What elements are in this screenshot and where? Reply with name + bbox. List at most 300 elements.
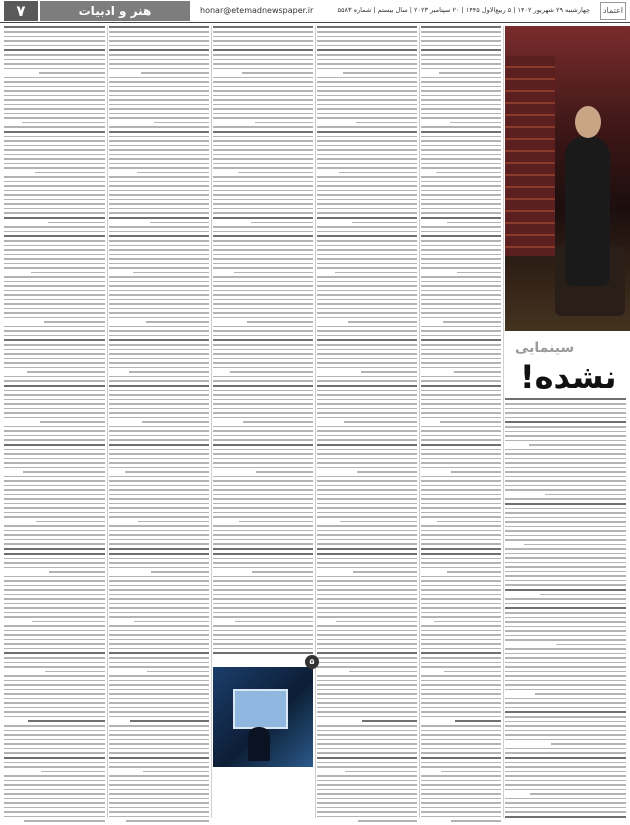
text-line bbox=[421, 335, 501, 337]
text-line bbox=[247, 321, 313, 323]
column-text bbox=[4, 26, 105, 825]
text-line bbox=[133, 272, 209, 274]
text-line bbox=[4, 675, 105, 677]
text-line bbox=[4, 203, 105, 205]
text-line bbox=[317, 303, 417, 305]
text-line bbox=[109, 798, 209, 800]
text-line bbox=[213, 31, 313, 33]
text-line bbox=[4, 353, 105, 355]
text-line bbox=[505, 612, 626, 614]
text-line bbox=[109, 26, 209, 28]
text-line bbox=[213, 367, 313, 369]
text-line bbox=[4, 494, 105, 496]
text-line bbox=[421, 512, 501, 514]
text-line bbox=[4, 562, 105, 564]
text-line bbox=[421, 208, 501, 210]
text-line bbox=[213, 149, 313, 151]
text-line bbox=[421, 775, 501, 777]
text-line bbox=[505, 784, 626, 786]
text-line bbox=[317, 254, 417, 256]
text-line bbox=[252, 571, 313, 573]
text-line bbox=[4, 476, 105, 478]
text-line bbox=[4, 63, 105, 65]
text-line bbox=[213, 507, 313, 509]
text-line bbox=[213, 539, 313, 541]
text-line bbox=[505, 471, 626, 473]
text-line bbox=[4, 390, 105, 392]
text-line bbox=[317, 285, 417, 287]
text-line bbox=[317, 240, 417, 242]
text-line bbox=[421, 766, 501, 768]
text-line bbox=[4, 725, 105, 727]
text-line bbox=[317, 684, 417, 686]
text-line bbox=[317, 662, 417, 664]
text-line bbox=[4, 394, 105, 396]
text-line bbox=[4, 798, 105, 800]
text-line bbox=[143, 771, 209, 773]
text-line bbox=[4, 108, 105, 110]
text-line bbox=[109, 203, 209, 205]
text-line bbox=[317, 793, 417, 795]
text-line bbox=[4, 462, 105, 464]
text-line bbox=[213, 303, 313, 305]
text-line bbox=[109, 693, 209, 695]
text-line bbox=[421, 226, 501, 228]
text-line bbox=[109, 476, 209, 478]
text-line bbox=[213, 358, 313, 360]
text-line bbox=[4, 680, 105, 682]
text-line bbox=[421, 167, 501, 169]
text-line bbox=[317, 449, 417, 451]
text-line bbox=[32, 621, 105, 623]
text-line bbox=[317, 625, 417, 627]
text-line bbox=[505, 462, 626, 464]
text-line bbox=[505, 671, 626, 673]
text-line bbox=[109, 281, 209, 283]
text-line bbox=[505, 398, 626, 400]
text-line bbox=[256, 471, 313, 473]
text-line bbox=[339, 172, 417, 174]
text-line bbox=[213, 585, 313, 587]
text-line bbox=[317, 145, 417, 147]
text-line bbox=[505, 508, 626, 510]
text-line bbox=[505, 517, 626, 519]
text-line bbox=[441, 771, 501, 773]
text-line bbox=[4, 739, 105, 741]
text-line bbox=[4, 267, 105, 269]
text-line bbox=[421, 693, 501, 695]
text-line bbox=[4, 104, 105, 106]
text-line bbox=[213, 40, 313, 42]
text-line bbox=[213, 399, 313, 401]
text-line bbox=[4, 312, 105, 314]
text-line bbox=[109, 36, 209, 38]
text-line bbox=[4, 376, 105, 378]
text-line bbox=[421, 176, 501, 178]
text-line bbox=[440, 421, 501, 423]
text-line bbox=[421, 725, 501, 727]
text-line bbox=[213, 530, 313, 532]
text-line bbox=[421, 730, 501, 732]
text-line bbox=[421, 231, 501, 233]
text-line bbox=[505, 698, 626, 700]
text-line bbox=[213, 612, 313, 614]
text-line bbox=[317, 607, 417, 609]
text-line bbox=[317, 99, 417, 101]
text-line bbox=[317, 489, 417, 491]
text-line bbox=[109, 258, 209, 260]
text-line bbox=[421, 648, 501, 650]
text-line bbox=[4, 68, 105, 70]
text-line bbox=[109, 530, 209, 532]
text-line bbox=[421, 784, 501, 786]
text-line bbox=[421, 190, 501, 192]
text-line bbox=[4, 231, 105, 233]
text-line bbox=[421, 362, 501, 364]
text-line bbox=[4, 380, 105, 382]
text-line bbox=[28, 720, 105, 722]
text-line bbox=[4, 49, 105, 51]
text-line bbox=[213, 26, 313, 28]
text-line bbox=[4, 339, 105, 341]
text-line bbox=[109, 326, 209, 328]
text-line bbox=[421, 95, 501, 97]
text-line bbox=[109, 711, 209, 713]
text-line bbox=[213, 453, 313, 455]
text-line bbox=[421, 698, 501, 700]
text-line bbox=[505, 575, 626, 577]
text-line bbox=[213, 203, 313, 205]
text-line bbox=[505, 435, 626, 437]
text-line bbox=[317, 45, 417, 47]
text-line bbox=[213, 136, 313, 138]
text-line bbox=[4, 639, 105, 641]
text-line bbox=[4, 766, 105, 768]
text-line bbox=[22, 122, 105, 124]
text-line bbox=[421, 113, 501, 115]
text-line bbox=[109, 358, 209, 360]
text-line bbox=[317, 616, 417, 618]
text-line bbox=[317, 81, 417, 83]
text-line bbox=[421, 435, 501, 437]
text-line bbox=[109, 743, 209, 745]
text-line bbox=[109, 498, 209, 500]
text-line bbox=[455, 720, 501, 722]
bookshelf-shape bbox=[505, 56, 555, 256]
text-line bbox=[4, 811, 105, 813]
text-line bbox=[421, 534, 501, 536]
text-line bbox=[421, 117, 501, 119]
text-line bbox=[109, 775, 209, 777]
text-line bbox=[4, 308, 105, 310]
text-line bbox=[154, 122, 209, 124]
text-line bbox=[109, 752, 209, 754]
text-line bbox=[213, 86, 313, 88]
inline-photo bbox=[213, 667, 313, 767]
text-line bbox=[535, 693, 626, 695]
newspaper-logo: اعتماد bbox=[600, 2, 626, 20]
text-line bbox=[421, 285, 501, 287]
text-line bbox=[317, 558, 417, 560]
text-line bbox=[213, 462, 313, 464]
text-line bbox=[4, 512, 105, 514]
text-line bbox=[4, 548, 105, 550]
text-line bbox=[317, 543, 417, 545]
text-line bbox=[505, 716, 626, 718]
text-line bbox=[421, 263, 501, 265]
text-line bbox=[529, 444, 626, 446]
text-line bbox=[317, 476, 417, 478]
text-line bbox=[109, 49, 209, 51]
text-line bbox=[4, 816, 105, 818]
text-line bbox=[317, 485, 417, 487]
text-line bbox=[505, 639, 626, 641]
text-line bbox=[4, 117, 105, 119]
text-line bbox=[48, 222, 105, 224]
text-line bbox=[242, 72, 313, 74]
text-line bbox=[317, 249, 417, 251]
text-line bbox=[4, 648, 105, 650]
text-line bbox=[317, 63, 417, 65]
text-line bbox=[251, 222, 313, 224]
text-line bbox=[317, 68, 417, 70]
text-line bbox=[421, 317, 501, 319]
text-line bbox=[109, 525, 209, 527]
column-text bbox=[505, 398, 626, 821]
text-line bbox=[505, 489, 626, 491]
text-line bbox=[109, 376, 209, 378]
text-line bbox=[4, 757, 105, 759]
text-line bbox=[109, 344, 209, 346]
text-line bbox=[505, 630, 626, 632]
text-line bbox=[505, 485, 626, 487]
text-line bbox=[4, 408, 105, 410]
text-line bbox=[421, 689, 501, 691]
text-line bbox=[109, 702, 209, 704]
text-line bbox=[444, 671, 501, 673]
text-line bbox=[421, 707, 501, 709]
text-line bbox=[4, 344, 105, 346]
text-line bbox=[421, 807, 501, 809]
text-line bbox=[109, 99, 209, 101]
text-line bbox=[235, 621, 313, 623]
text-line bbox=[137, 172, 209, 174]
text-line bbox=[4, 657, 105, 659]
text-line bbox=[39, 72, 105, 74]
text-line bbox=[317, 176, 417, 178]
text-line bbox=[505, 766, 626, 768]
text-line bbox=[4, 59, 105, 61]
text-line bbox=[213, 476, 313, 478]
text-line bbox=[109, 580, 209, 582]
text-line bbox=[4, 498, 105, 500]
text-line bbox=[421, 567, 501, 569]
text-line bbox=[213, 412, 313, 414]
text-line bbox=[317, 762, 417, 764]
text-line bbox=[4, 258, 105, 260]
text-line bbox=[505, 798, 626, 800]
text-line bbox=[421, 126, 501, 128]
text-line bbox=[109, 385, 209, 387]
text-line bbox=[505, 526, 626, 528]
text-line bbox=[31, 272, 105, 274]
text-line bbox=[357, 471, 417, 473]
text-line bbox=[530, 793, 626, 795]
text-column-2 bbox=[109, 26, 209, 818]
text-line bbox=[213, 63, 313, 65]
text-line bbox=[4, 693, 105, 695]
text-line bbox=[317, 680, 417, 682]
text-line bbox=[213, 36, 313, 38]
text-line bbox=[109, 303, 209, 305]
text-line bbox=[421, 385, 501, 387]
text-line bbox=[505, 662, 626, 664]
text-line bbox=[213, 503, 313, 505]
text-line bbox=[421, 31, 501, 33]
text-line bbox=[4, 317, 105, 319]
text-line bbox=[421, 339, 501, 341]
text-line bbox=[4, 199, 105, 201]
text-line bbox=[213, 562, 313, 564]
text-line bbox=[213, 231, 313, 233]
text-line bbox=[213, 494, 313, 496]
page-header bbox=[0, 0, 630, 22]
text-line bbox=[353, 571, 417, 573]
text-line bbox=[421, 458, 501, 460]
text-line bbox=[109, 190, 209, 192]
text-line bbox=[213, 49, 313, 51]
text-line bbox=[213, 254, 313, 256]
text-line bbox=[109, 267, 209, 269]
text-line bbox=[109, 793, 209, 795]
text-line bbox=[213, 339, 313, 341]
text-line bbox=[109, 467, 209, 469]
text-line bbox=[109, 730, 209, 732]
text-line bbox=[4, 163, 105, 165]
text-line bbox=[317, 126, 417, 128]
text-line bbox=[109, 149, 209, 151]
text-line bbox=[317, 403, 417, 405]
text-line bbox=[4, 662, 105, 664]
text-line bbox=[213, 607, 313, 609]
text-line bbox=[317, 185, 417, 187]
text-line bbox=[421, 798, 501, 800]
text-line bbox=[317, 394, 417, 396]
text-line bbox=[505, 458, 626, 460]
text-line bbox=[505, 421, 626, 423]
text-line bbox=[213, 145, 313, 147]
text-line bbox=[213, 516, 313, 518]
text-line bbox=[317, 494, 417, 496]
text-line bbox=[317, 330, 417, 332]
text-line bbox=[109, 408, 209, 410]
text-line bbox=[4, 607, 105, 609]
text-line bbox=[447, 222, 501, 224]
text-line bbox=[109, 285, 209, 287]
text-line bbox=[213, 625, 313, 627]
text-line bbox=[505, 598, 626, 600]
text-line bbox=[317, 59, 417, 61]
text-line bbox=[109, 290, 209, 292]
text-line bbox=[421, 303, 501, 305]
article-kicker: سینمایی bbox=[515, 340, 575, 356]
text-line bbox=[109, 630, 209, 632]
text-line bbox=[109, 380, 209, 382]
text-line bbox=[213, 489, 313, 491]
text-line bbox=[109, 816, 209, 818]
text-line bbox=[505, 440, 626, 442]
text-line bbox=[4, 534, 105, 536]
text-line bbox=[434, 621, 501, 623]
text-line bbox=[109, 339, 209, 341]
text-line bbox=[317, 335, 417, 337]
text-line bbox=[4, 503, 105, 505]
text-line bbox=[213, 458, 313, 460]
text-line bbox=[213, 576, 313, 578]
text-line bbox=[421, 743, 501, 745]
text-line bbox=[4, 40, 105, 42]
text-line bbox=[317, 380, 417, 382]
text-line bbox=[213, 90, 313, 92]
text-line bbox=[421, 199, 501, 201]
text-line bbox=[4, 303, 105, 305]
text-line bbox=[4, 299, 105, 301]
text-line bbox=[213, 249, 313, 251]
text-line bbox=[4, 516, 105, 518]
text-line bbox=[109, 185, 209, 187]
text-line bbox=[4, 752, 105, 754]
text-line bbox=[317, 308, 417, 310]
text-line bbox=[109, 553, 209, 555]
text-line bbox=[551, 743, 626, 745]
text-line bbox=[317, 208, 417, 210]
text-line bbox=[317, 757, 417, 759]
text-line bbox=[317, 149, 417, 151]
text-line bbox=[317, 567, 417, 569]
text-line bbox=[317, 245, 417, 247]
text-line bbox=[213, 652, 313, 654]
text-line bbox=[505, 557, 626, 559]
text-line bbox=[4, 449, 105, 451]
text-line bbox=[109, 707, 209, 709]
text-line bbox=[109, 163, 209, 165]
text-line bbox=[421, 240, 501, 242]
text-line bbox=[213, 534, 313, 536]
text-line bbox=[213, 245, 313, 247]
text-line bbox=[317, 231, 417, 233]
text-line bbox=[317, 203, 417, 205]
text-line bbox=[4, 113, 105, 115]
text-line bbox=[317, 816, 417, 818]
text-line bbox=[4, 444, 105, 446]
text-line bbox=[4, 149, 105, 151]
text-line bbox=[238, 172, 313, 174]
text-line bbox=[317, 462, 417, 464]
text-line bbox=[213, 512, 313, 514]
text-line bbox=[150, 222, 209, 224]
text-line bbox=[4, 594, 105, 596]
text-line bbox=[109, 657, 209, 659]
text-line bbox=[317, 339, 417, 341]
text-line bbox=[109, 594, 209, 596]
text-line bbox=[317, 743, 417, 745]
text-line bbox=[421, 63, 501, 65]
section-email[interactable]: honar@etemadnewspaper.ir bbox=[200, 6, 314, 15]
text-line bbox=[213, 580, 313, 582]
text-line bbox=[213, 467, 313, 469]
text-column-3 bbox=[213, 26, 313, 654]
text-line bbox=[4, 54, 105, 56]
